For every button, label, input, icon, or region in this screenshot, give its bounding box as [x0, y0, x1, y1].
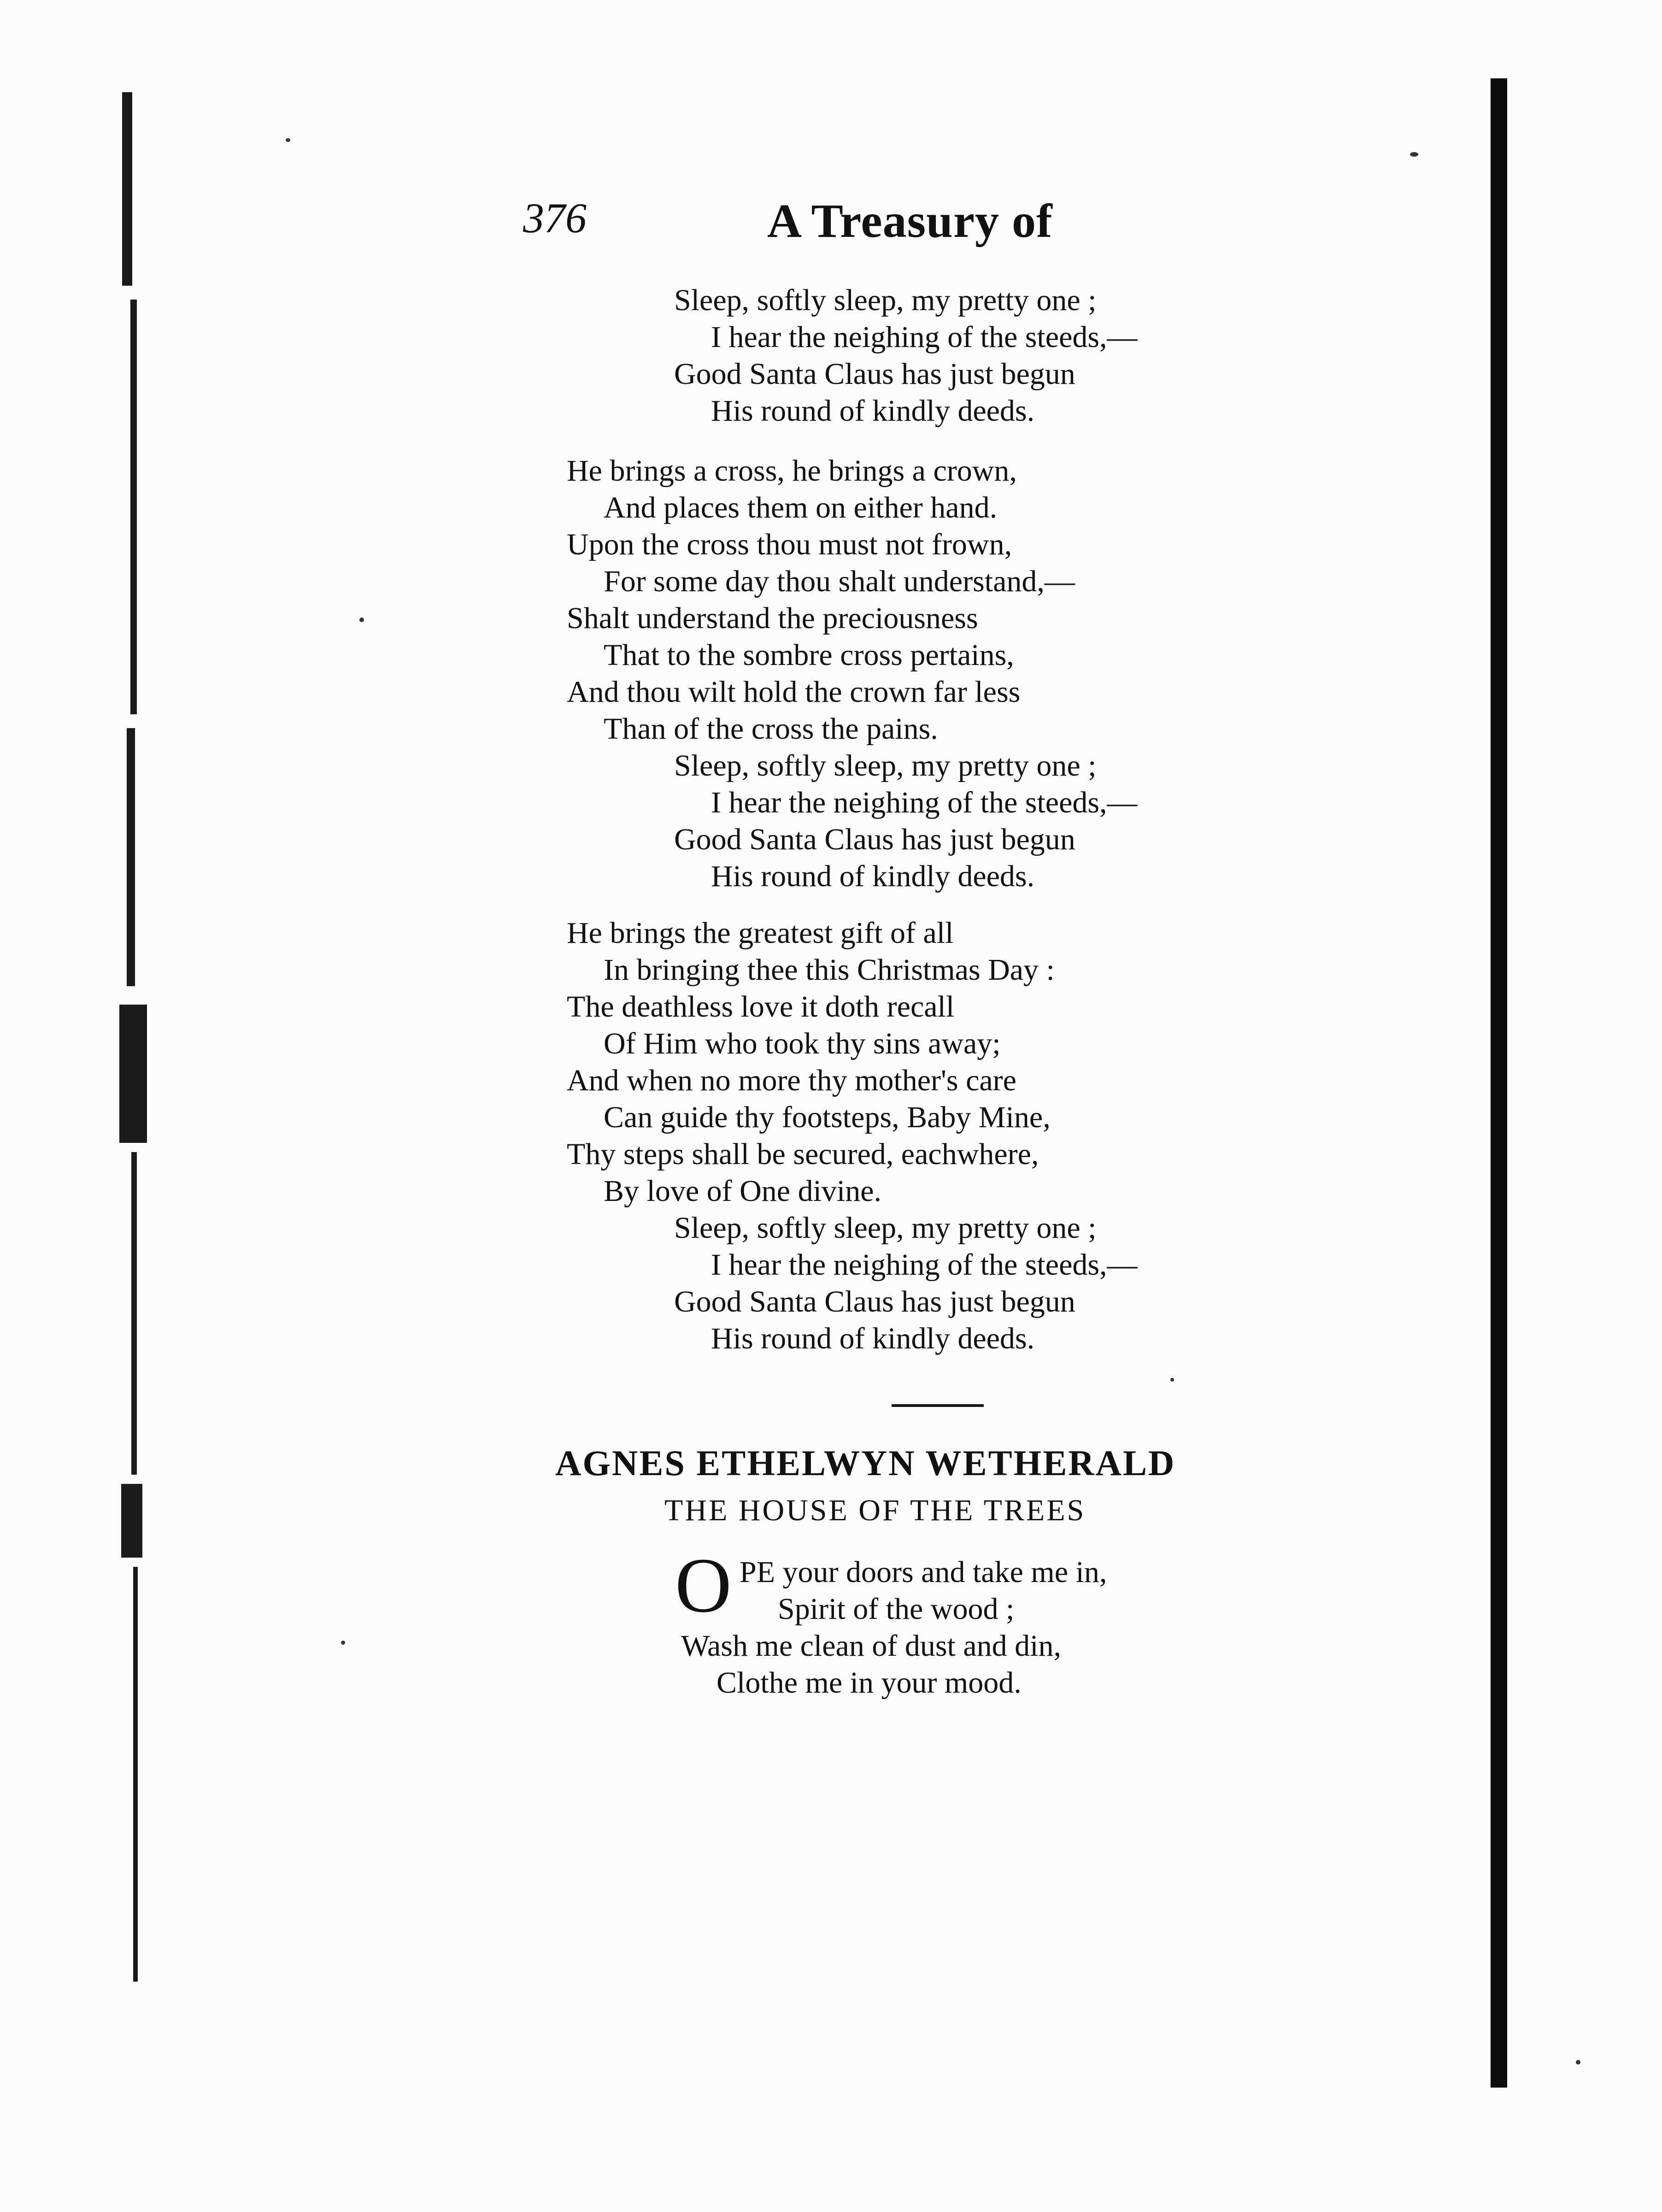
- poem-line: I hear the neighing of the steeds,—: [711, 786, 1138, 819]
- poem-line: Clothe me in your mood.: [716, 1666, 1022, 1700]
- poem-line: I hear the neighing of the steeds,—: [711, 320, 1138, 354]
- poem-line: Good Santa Claus has just begun: [674, 1285, 1075, 1318]
- poem-line: His round of kindly deeds.: [711, 859, 1035, 893]
- poem-line: Thy steps shall be secured, eachwhere,: [567, 1137, 1039, 1171]
- poem-line: Sleep, softly sleep, my pretty one ;: [674, 1211, 1097, 1245]
- poem-line: Wash me clean of dust and din,: [681, 1629, 1061, 1663]
- poem-line: He brings the greatest gift of all: [567, 916, 954, 950]
- binding-edge-scan-artifact: [117, 92, 159, 2028]
- poem-line: Can guide thy footsteps, Baby Mine,: [604, 1100, 1051, 1134]
- scan-speck: [359, 618, 364, 622]
- drop-cap: O: [675, 1542, 732, 1629]
- scan-speck: [1410, 152, 1418, 157]
- poem-line: His round of kindly deeds.: [711, 394, 1035, 428]
- poem-line: Shalt understand the preciousness: [567, 601, 978, 635]
- scan-speck: [341, 1641, 345, 1645]
- poem-line: He brings a cross, he brings a crown,: [567, 454, 1017, 488]
- poem-line: PE your doors and take me in,: [740, 1555, 1107, 1589]
- poem-line: Upon the cross thou must not frown,: [567, 528, 1012, 561]
- poem-line: For some day thou shalt understand,—: [604, 565, 1075, 598]
- poem-line: That to the sombre cross pertains,: [604, 638, 1014, 672]
- poem-line: Sleep, softly sleep, my pretty one ;: [674, 749, 1097, 782]
- running-head: A Treasury of: [767, 194, 1053, 247]
- poem-line: Sleep, softly sleep, my pretty one ;: [674, 283, 1097, 317]
- poem-line: Of Him who took thy sins away;: [604, 1027, 1001, 1060]
- right-margin-rule: [1491, 78, 1507, 2088]
- poem-line: Good Santa Claus has just begun: [674, 823, 1075, 856]
- poem-line: Spirit of the wood ;: [778, 1592, 1015, 1626]
- author-name: AGNES ETHELWYN WETHERALD: [555, 1443, 1176, 1483]
- poem-line: And thou wilt hold the crown far less: [567, 675, 1021, 709]
- page-number: 376: [523, 194, 587, 241]
- section-divider: [892, 1404, 984, 1407]
- page-header: [523, 194, 1168, 258]
- poem-line: I hear the neighing of the steeds,—: [711, 1248, 1138, 1282]
- poem-line: And places them on either hand.: [604, 491, 998, 524]
- scan-speck: [1576, 2060, 1580, 2065]
- poem-line: Good Santa Claus has just begun: [674, 357, 1075, 391]
- poem-title: THE HOUSE OF THE TREES: [664, 1494, 1086, 1527]
- poem-line: The deathless love it doth recall: [567, 990, 955, 1024]
- poem-line: His round of kindly deeds.: [711, 1322, 1035, 1355]
- scan-speck: [1170, 1378, 1174, 1382]
- poem-line: In bringing thee this Christmas Day :: [604, 953, 1055, 987]
- poem-line: Than of the cross the pains.: [604, 712, 938, 746]
- poem-line: And when no more thy mother's care: [567, 1064, 1016, 1097]
- poem-line: By love of One divine.: [604, 1174, 882, 1208]
- scan-speck: [286, 138, 290, 142]
